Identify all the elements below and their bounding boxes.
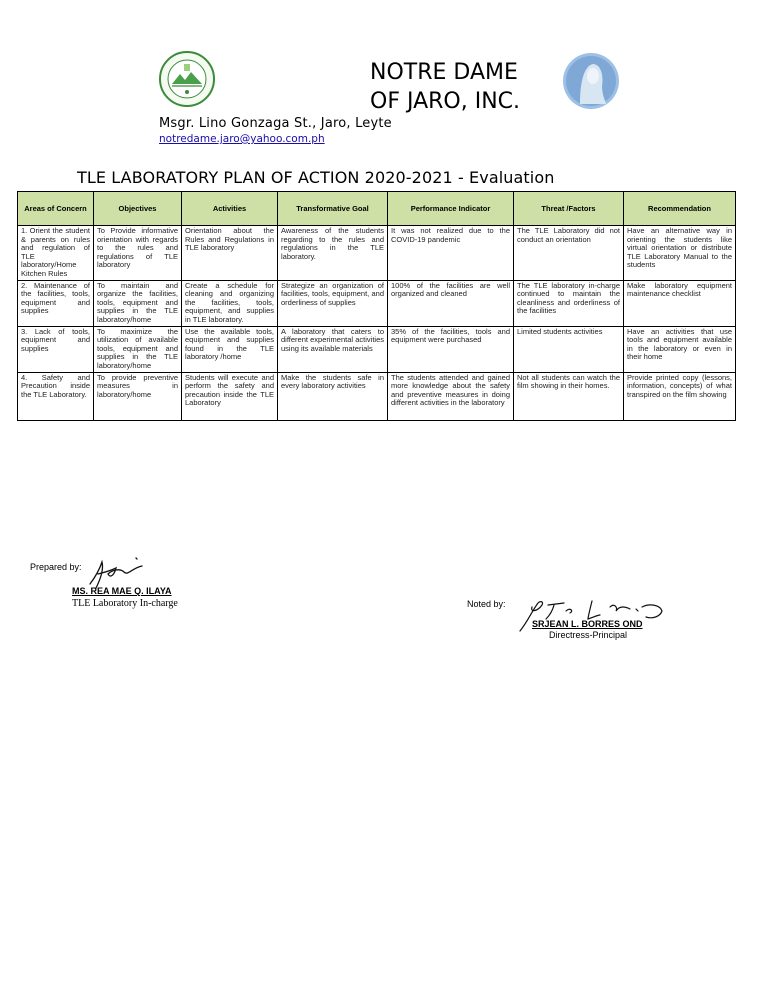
prepared-by-label: Prepared by:	[30, 562, 82, 572]
school-name	[370, 58, 520, 116]
cell-area: 4. Safety and Precaution inside the TLE Laboratory.	[18, 372, 94, 420]
header-performance-indicator: Performance Indicator	[388, 192, 514, 226]
header-recommendation: Recommendation	[624, 192, 736, 226]
cell-threat: The TLE Laboratory did not conduct an orientation	[514, 226, 624, 281]
cell-activity: Students will execute and perform the safety and precaution inside the TLE Laboratory	[182, 372, 278, 420]
cell-indicator: 35% of the facilities, tools and equipment were purchased	[388, 326, 514, 372]
cell-indicator: 100% of the facilities are well organized and cleaned	[388, 280, 514, 326]
noted-by-name: SRJEAN L. BORRES OND	[532, 619, 643, 629]
cell-area: 1. Orient the student & parents on rules and regulation of TLE laboratory/Home Kitchen Rules	[18, 226, 94, 281]
table-header-row	[18, 192, 736, 226]
cell-objective: To provide preventive measures in laboratory/home	[94, 372, 182, 420]
table-row	[18, 372, 736, 420]
school-name-line1: NOTRE DAME	[370, 60, 518, 85]
cell-activity: Use the available tools, equipment and supplies found in the TLE laboratory /home	[182, 326, 278, 372]
school-seal-logo	[158, 50, 216, 108]
cell-goal: Awareness of the students regarding to the rules and regulations in the TLE laboratory.	[278, 226, 388, 281]
cell-threat: Not all students can watch the film showing in their homes.	[514, 372, 624, 420]
cell-area: 3. Lack of tools, equipment and supplies	[18, 326, 94, 372]
header-areas-of-concern: Areas of Concern	[18, 192, 94, 226]
cell-goal: Make the students safe in every laboratory activities	[278, 372, 388, 420]
cell-indicator: It was not realized due to the COVID-19 pandemic	[388, 226, 514, 281]
plan-of-action-table	[17, 191, 736, 421]
noted-by-position: Directress-Principal	[549, 630, 628, 640]
cell-objective: To Provide informative orientation with regards to the rules and regulations of TLE laboratory	[94, 226, 182, 281]
noted-by-label: Noted by:	[467, 599, 506, 609]
school-email-link[interactable]: notredame.jaro@yahoo.com.ph	[159, 133, 325, 145]
prepared-by-position: TLE Laboratory In-charge	[72, 598, 178, 609]
cell-recommendation: Have an alternative way in orienting the students like virtual orientation or distribute TLE Laboratory Manual to the students	[624, 226, 736, 281]
header-activities: Activities	[182, 192, 278, 226]
prepared-by-name: MS. REA MAE Q. ILAYA	[72, 586, 172, 596]
cell-recommendation: Have an activities that use tools and equipment available in the laboratory or even in their home	[624, 326, 736, 372]
cell-goal: Strategize an organization of facilities, tools, equipment, and orderliness of supplies	[278, 280, 388, 326]
cell-goal: A laboratory that caters to different experimental activities using its available materials	[278, 326, 388, 372]
cell-activity: Orientation about the Rules and Regulations in TLE laboratory	[182, 226, 278, 281]
cell-threat: Limited students activities	[514, 326, 624, 372]
header-threat-factors: Threat /Factors	[514, 192, 624, 226]
cell-recommendation: Make laboratory equipment maintenance checklist	[624, 280, 736, 326]
document-title: TLE LABORATORY PLAN OF ACTION 2020-2021 - Evaluation	[77, 168, 555, 187]
table-row	[18, 226, 736, 281]
cell-objective: To maximize the utilization of available tools, equipment and supplies in the TLE laboratory/home	[94, 326, 182, 372]
virgin-mary-medallion-logo	[562, 52, 620, 110]
cell-objective: To maintain and organize the facilities, tools, equipment and supplies in the TLE laboratory/home	[94, 280, 182, 326]
cell-area: 2. Maintenance of the facilities, tools, equipment and supplies	[18, 280, 94, 326]
cell-indicator: The students attended and gained more knowledge about the safety and preventive measures in doing different activities in the laboratory	[388, 372, 514, 420]
cell-activity: Create a schedule for cleaning and organizing the facilities, tools, equipment, and supplies in TLE laboratory.	[182, 280, 278, 326]
school-address: Msgr. Lino Gonzaga St., Jaro, Leyte	[159, 116, 392, 131]
table-row	[18, 326, 736, 372]
school-name-line2: OF JARO, INC.	[370, 89, 521, 114]
cell-threat: The TLE laboratory in-charge continued to maintain the cleanliness and orderliness of the facilities	[514, 280, 624, 326]
header-transformative-goal: Transformative Goal	[278, 192, 388, 226]
header-objectives: Objectives	[94, 192, 182, 226]
cell-recommendation: Provide printed copy (lessons, information, concepts) of what transpired on the film showing	[624, 372, 736, 420]
table-row	[18, 280, 736, 326]
